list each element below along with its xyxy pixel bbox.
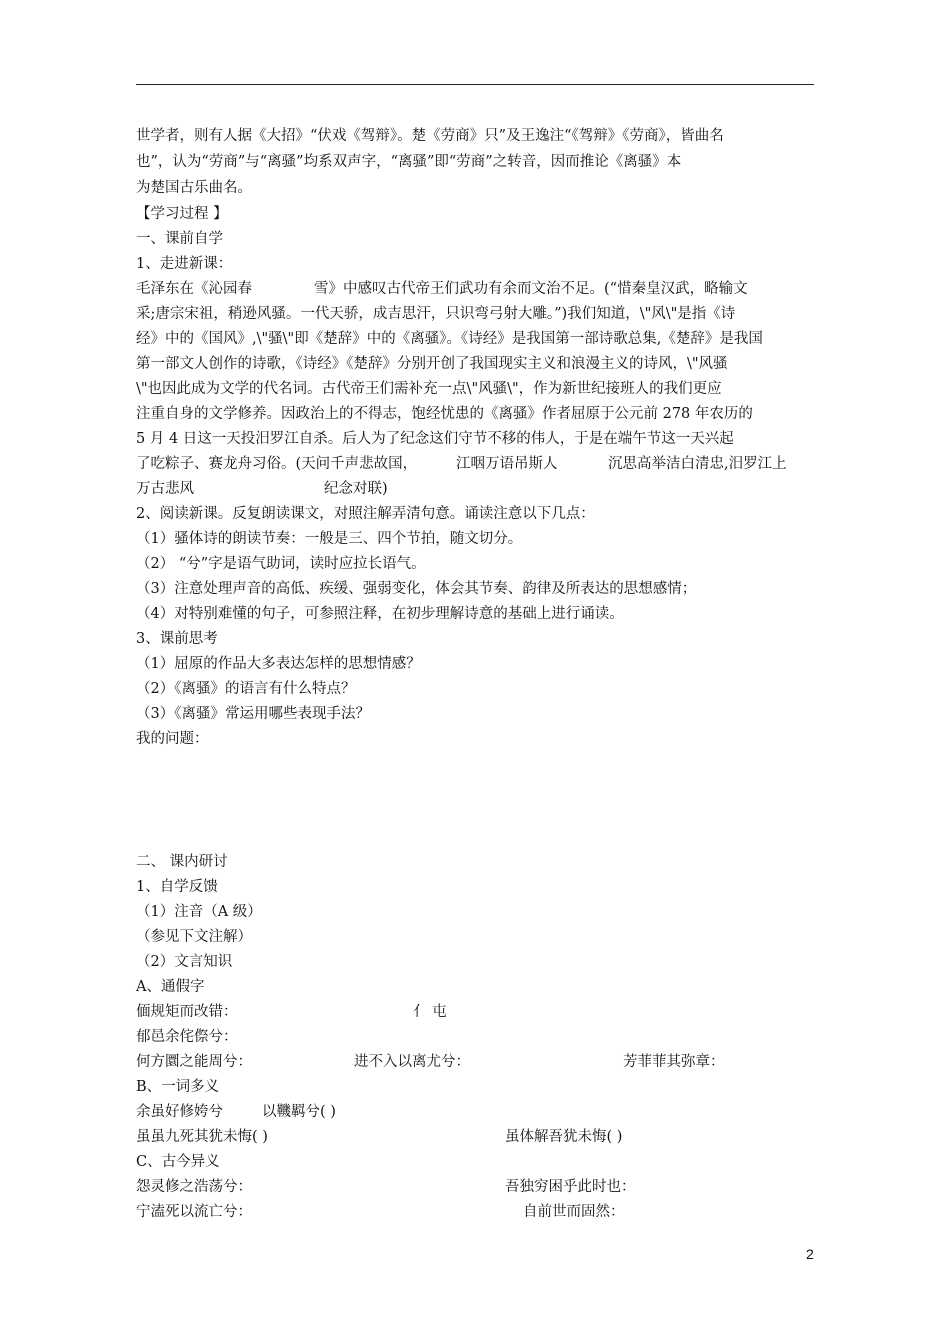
para-line-b: 采;唐宗宋祖，稍逊风骚。一代天骄，成吉思汗，只识弯弓射大雕。”)我们知道，\"风\"是指《诗 [136,306,736,322]
question-2: （2）《离骚》的语言有什么特点？ [136,681,356,697]
para-line-d: 第一部文人创作的诗歌，《诗经》《楚辞》分别开创了我国现实主义和浪漫主义的诗风，\"风骚 [136,356,728,372]
tongjia-2: 郁邑余侘傺兮： [136,1029,238,1045]
tongjia-3b: 进不入以离尤兮： [354,1054,470,1070]
tongjia-1: 偭规矩而改错： [136,1004,238,1020]
section2-title: 二、 课内研讨 [136,854,228,870]
reading-tip-1: （1）骚体诗的朗读节奏：一般是三、四个节拍，随文切分。 [136,531,523,547]
para-h-part2: 江咽万语吊斯人 [456,456,558,472]
para-a-part1: 毛泽东在《沁园春 [136,281,252,297]
ancient-modern-title: C、古今异义 [136,1154,220,1170]
tongjia-3c: 芳菲菲其弥章： [623,1054,725,1070]
header-rule [136,84,814,85]
section2-item1-note: （参见下文注解） [136,929,252,945]
reading-tip-3: （3）注意处理声音的高低、疾缓、强弱变化，体会其节奏、韵律及所表达的思想感情； [136,581,697,597]
ancient-modern-2a: 宁溘死以流亡兮： [136,1204,252,1220]
section1-sub3: 3、课前思考 [136,631,218,647]
my-questions-label: 我的问题： [136,731,209,747]
section1-sub1: 1、走进新课： [136,256,233,272]
polysemy-1a: 余虽好修姱兮 [136,1104,223,1120]
section2-sub1: 1、自学反馈 [136,879,218,895]
heading-learning-process: 【学习过程 】 [136,206,228,222]
ancient-modern-1b: 吾独穷困乎此时也： [505,1179,636,1195]
section1-sub2: 2、阅读新课。反复朗读课文，对照注解弄清句意。诵读注意以下几点： [136,506,595,522]
ancient-modern-2b: 自前世而固然： [523,1204,625,1220]
intro-line-1: 世学者，则有人据《大招》“伏戏《驾辩》。楚《劳商》只”及王逸注“《驾辩》《劳商》，皆曲名 [136,128,724,144]
tongjia-1-glyph: 亻 屯 [413,1004,447,1020]
section2-item2: （2）文言知识 [136,954,233,970]
section2-item1: （1）注音（A 级） [136,904,262,920]
ancient-modern-1a: 怨灵修之浩荡兮： [136,1179,252,1195]
polysemy-1b: 以鞿羁兮( ) [262,1104,336,1120]
reading-tip-2: （2） “兮”字是语气助词，读时应拉长语气。 [136,556,426,572]
para-h-part1: 了吃粽子、赛龙舟习俗。(天问千声悲故国， [136,456,418,472]
tongjia-3a: 何方圜之能周兮： [136,1054,252,1070]
para-line-c: 经》中的《国风》,\"骚\"即《楚辞》中的《离骚》。《诗经》是我国第一部诗歌总集,《楚辞》是我国 [136,331,763,347]
reading-tip-4: （4）对特别难懂的句子，可参照注释，在初步理解诗意的基础上进行诵读。 [136,606,624,622]
para-a-part2: 雪》中感叹古代帝王们武功有余而文治不足。(“惜秦皇汉武，略输文 [314,281,748,297]
page-number: 2 [806,1246,814,1262]
tongjia-title: A、通假字 [136,979,205,995]
polysemy-2a: 虽虽九死其犹未悔( ) [136,1129,268,1145]
intro-line-2: 也”，认为“劳商”与“离骚”均系双声字，“离骚”即“劳商”之转音，因而推论《离骚》本 [136,154,682,170]
para-i-part2: 纪念对联) [324,481,388,497]
intro-line-3: 为楚国古乐曲名。 [136,180,252,196]
para-h-part3: 沉思高举洁白清忠,汨罗江上 [608,456,787,472]
polysemy-title: B、一词多义 [136,1079,220,1095]
para-line-g: 5 月 4 日这一天投汨罗江自杀。后人为了纪念这们守节不移的伟人，于是在端午节这一天兴起 [136,431,734,447]
section1-title: 一、课前自学 [136,231,223,247]
para-i-part1: 万古悲风 [136,481,194,497]
question-3: （3）《离骚》常运用哪些表现手法？ [136,706,370,722]
para-line-e: \"也因此成为文学的代名词。古代帝王们需补充一点\"风骚\"，作为新世纪接班人的我们更应 [136,381,722,397]
polysemy-2b: 虽体解吾犹未悔( ) [505,1129,623,1145]
question-1: （1）屈原的作品大多表达怎样的思想情感？ [136,656,421,672]
para-line-f: 注重自身的文学修养。因政治上的不得志，饱经忧患的《离骚》作者屈原于公元前 278 年农历的 [136,406,753,422]
